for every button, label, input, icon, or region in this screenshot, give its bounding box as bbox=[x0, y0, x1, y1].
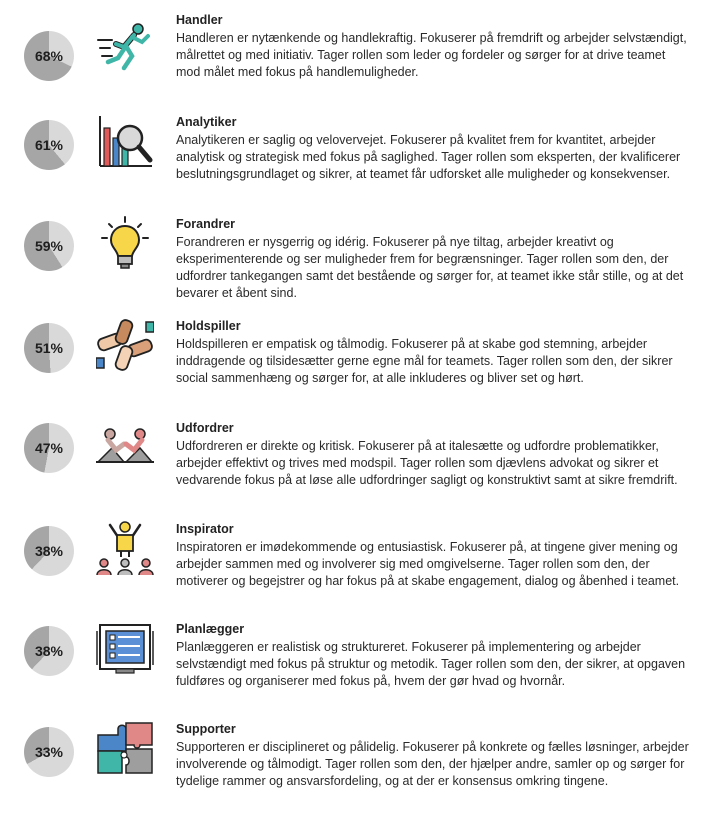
role-description: Analytikeren er saglig og velovervejet. Fokuserer på kvalitet frem for kvantitet, arbejder analytisk og strategisk med fokus på saglighed. Tager rollen som eksperten, der kvalificerer beslutningsgrundlaget og sikrer, at teamet får udforsket alle muligheder og konsekvenser. bbox=[176, 133, 681, 181]
role-title: Analytiker bbox=[176, 115, 237, 129]
percent-pie-chart bbox=[24, 221, 74, 271]
lightbulb-icon bbox=[96, 216, 154, 270]
role-title: Holdspiller bbox=[176, 319, 241, 333]
role-description: Inspiratoren er imødekommende og entusiastisk. Fokuserer på, at tingene giver mening og arbejder sammen med og involverer sig med omgivelserne. Tager rollen som den, der motiverer og begejstrer og har fokus på at skabe engagement, dialog og åbenhed i teamet. bbox=[176, 540, 680, 588]
role-title: Handler bbox=[176, 13, 223, 27]
percent-pie-chart bbox=[24, 120, 74, 170]
role-text bbox=[176, 721, 691, 790]
percent-pie-chart bbox=[24, 626, 74, 676]
role-title: Inspirator bbox=[176, 522, 234, 536]
role-description: Handleren er nytænkende og handlekraftig. Fokuserer på fremdrift og arbejder selvstændigt, målrettet og med initiativ. Tager rollen som leder og fordeler og sørger for at drive teamet mod målet med fokus på handlemuligheder. bbox=[176, 31, 687, 79]
role-description: Supporteren er disciplineret og pålidelig. Fokuserer på konkrete og fælles løsninger, arbejder involverende og tålmodigt. Tager rollen som den, der hjælper andre, samler op og sørger for tydelige rammer og ansvarsfordeling, og at der er konsensus omkring tingene. bbox=[176, 740, 689, 788]
percent-pie-chart bbox=[24, 31, 74, 81]
role-text bbox=[176, 114, 691, 183]
role-title: Supporter bbox=[176, 722, 236, 736]
puzzle-icon bbox=[96, 721, 154, 775]
percent-label: 51% bbox=[34, 340, 64, 356]
role-text bbox=[176, 318, 691, 387]
role-text bbox=[176, 521, 691, 590]
percent-label: 68% bbox=[34, 48, 64, 64]
runner-icon bbox=[96, 20, 154, 74]
role-title: Forandrer bbox=[176, 217, 236, 231]
role-description: Forandreren er nysgerrig og idérig. Fokuserer på nye tiltag, arbejder kreativt og eksperimenterende og ser muligheder frem for begrænsninger. Tager rollen som den, der udfordrer tankegangen samt det bestående og sørger for, at teamet ikke står stille, og at det bevarer et åbent sind. bbox=[176, 235, 684, 300]
planning-board-icon bbox=[96, 621, 154, 675]
role-text bbox=[176, 12, 691, 81]
role-title: Udfordrer bbox=[176, 421, 234, 435]
percent-label: 33% bbox=[34, 744, 64, 760]
percent-label: 59% bbox=[34, 238, 64, 254]
percent-label: 61% bbox=[34, 137, 64, 153]
presenter-audience-icon bbox=[96, 521, 154, 575]
percent-label: 38% bbox=[34, 643, 64, 659]
joined-hands-icon bbox=[96, 318, 154, 372]
arm-wrestling-icon bbox=[96, 420, 154, 474]
role-text bbox=[176, 621, 691, 690]
percent-pie-chart bbox=[24, 526, 74, 576]
role-description: Planlæggeren er realistisk og struktureret. Fokuserer på implementering og arbejder selvstændigt med fokus på struktur og metodik. Tager rollen som den, der sikrer, at opgaven fuldføres og organiserer med fokus på, hvem der gør hvad og hvornår. bbox=[176, 640, 686, 688]
percent-label: 38% bbox=[34, 543, 64, 559]
percent-pie-chart bbox=[24, 727, 74, 777]
magnifier-chart-icon bbox=[96, 114, 154, 168]
role-description: Udfordreren er direkte og kritisk. Fokuserer på at italesætte og udfordre problematikker, arbejder effektivt og trives med modspil. Tager rollen som djævlens advokat og sikrer et vedvarende fokus på at løse alle udfordringer sagligt og konstruktivt samt at sikre fremdrift. bbox=[176, 439, 678, 487]
role-title: Planlægger bbox=[176, 622, 245, 636]
percent-pie-chart bbox=[24, 423, 74, 473]
role-text bbox=[176, 216, 691, 302]
percent-pie-chart bbox=[24, 323, 74, 373]
role-text bbox=[176, 420, 691, 489]
percent-label: 47% bbox=[34, 440, 64, 456]
role-description: Holdspilleren er empatisk og tålmodig. Fokuserer på at skabe god stemning, arbejder inddragende og tilsidesætter gerne egne mål for teamets. Tager rollen som den, der sikrer social sammenhæng og sørger for, at alle inkluderes og bliver set og hørt. bbox=[176, 337, 673, 385]
